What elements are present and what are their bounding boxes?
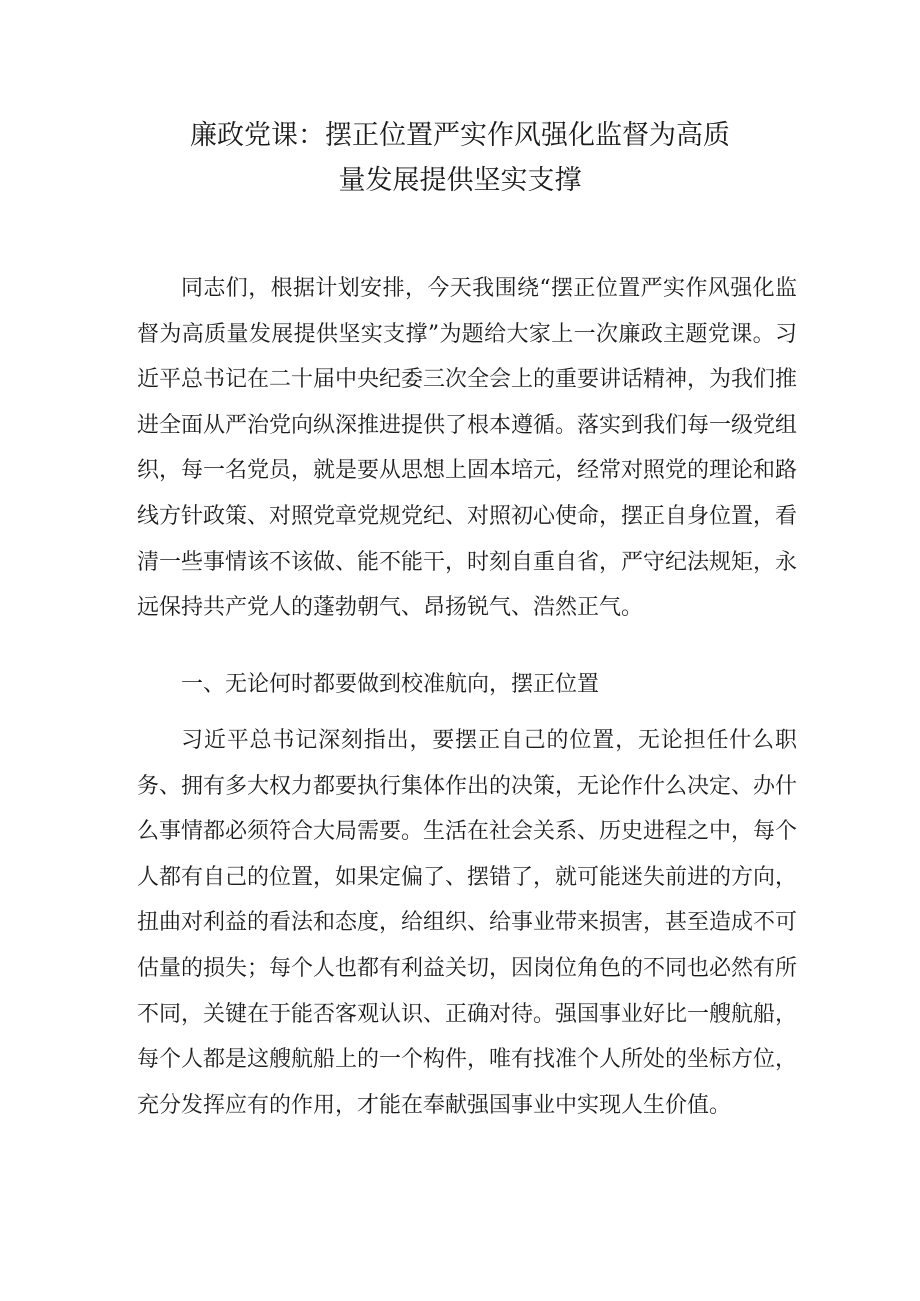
intro-paragraph: 同志们，根据计划安排，今天我围绕“摆正位置严实作风强化监督为高质量发展提供坚实支撑”为题给大家上一次廉政主题党课。习近平总书记在二十届中央纪委三次全会上的重要讲话精神，为我们推进全面从严治党向纵深推进提供了根本遵循。落实到我们每一级党组织，每一名党员，就是要从思想上固本培元，经常对照党的理论和路线方针政策、对照党章党规党纪、对照初心使命，摆正自身位置，看清一些事情该不该做、能不能干，时刻自重自省，严守纪法规矩，永远保持共产党人的蓬勃朝气、昂扬锐气、浩然正气。 [137,276,798,621]
document-title-line-2: 量发展提供坚实支撑 [338,165,582,196]
document-title-line-1: 廉政党课：摆正位置严实作风强化监督为高质 [190,120,730,151]
section-1-paragraph: 习近平总书记深刻指出，要摆正自己的位置，无论担任什么职务、拥有多大权力都要执行集体作出的决策，无论作什么决定、办什么事情都必须符合大局需要。生活在社会关系、历史进程之中，每个人都有自己的位置，如果定偏了、摆错了，就可能迷失前进的方向，扭曲对利益的看法和态度，给组织、给事业带来损害，甚至造成不可估量的损失；每个人也都有利益关切，因岗位角色的不同也必然有所不同，关键在于能否客观认识、正确对待。强国事业好比一艘航船，每个人都是这艘航船上的一个构件，唯有找准个人所处的坐标方位，充分发挥应有的作用，才能在奉献强国事业中实现人生价值。 [137,728,798,1118]
section-heading-1: 一、无论何时都要做到校准航向，摆正位置 [181,672,600,697]
